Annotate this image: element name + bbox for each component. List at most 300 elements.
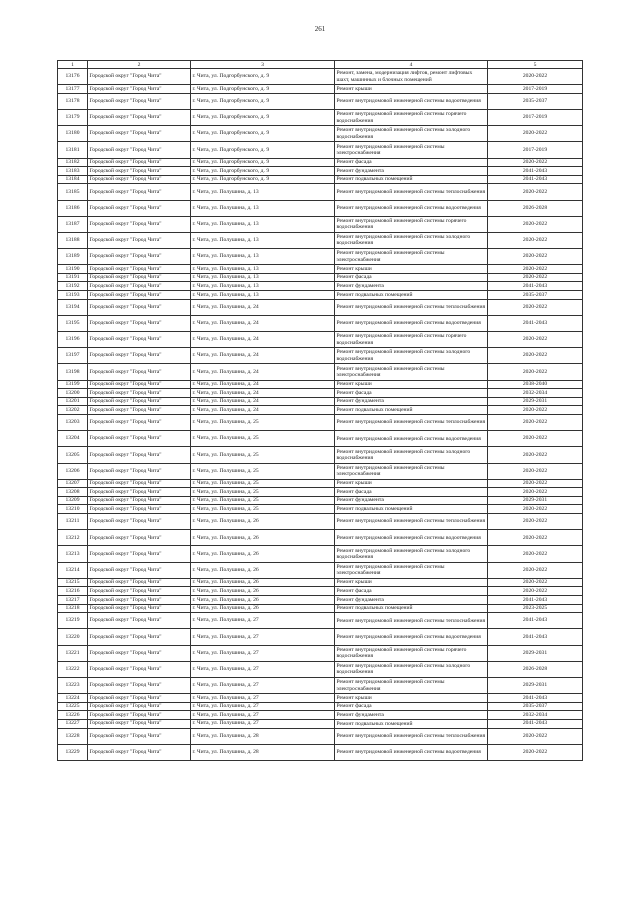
table-row	[58, 291, 583, 300]
table-row	[58, 719, 583, 728]
row-number-cell: 13184	[58, 175, 88, 184]
address-cell: г. Чита, ул. Полушина, д. 28	[191, 744, 335, 760]
row-number-cell: 13185	[58, 184, 88, 200]
municipality-cell: Городской округ "Город Чита"	[88, 613, 191, 629]
work-type-cell: Ремонт внутридомовой инженерной системы электроснабжения	[335, 463, 488, 479]
table-row	[58, 406, 583, 415]
row-number-cell: 13198	[58, 364, 88, 380]
period-cell: 2041-2043	[488, 167, 583, 176]
table-row	[58, 496, 583, 505]
work-type-cell: Ремонт внутридомовой инженерной системы холодного водоснабжения	[335, 447, 488, 463]
municipality-cell: Городской округ "Город Чита"	[88, 216, 191, 232]
municipality-cell: Городской округ "Город Чита"	[88, 530, 191, 546]
period-cell: 2017-2019	[488, 142, 583, 158]
row-number-cell: 13219	[58, 613, 88, 629]
period-cell: 2020-2022	[488, 578, 583, 587]
address-cell: г. Чита, ул. Полушина, д. 24	[191, 299, 335, 315]
column-header: 1	[58, 61, 88, 69]
period-cell: 2026-2028	[488, 200, 583, 216]
address-cell: г. Чита, ул. Подгорбунского, д. 9	[191, 93, 335, 109]
work-type-cell: Ремонт внутридомовой инженерной системы электроснабжения	[335, 677, 488, 693]
municipality-cell: Городской округ "Город Чита"	[88, 562, 191, 578]
period-cell: 2020-2022	[488, 348, 583, 364]
period-cell: 2020-2022	[488, 447, 583, 463]
table-row	[58, 265, 583, 274]
row-number-cell: 13192	[58, 282, 88, 291]
address-cell: г. Чита, ул. Подгорбунского, д. 9	[191, 69, 335, 85]
municipality-cell: Городской округ "Город Чита"	[88, 702, 191, 711]
work-type-cell: Ремонт фундамента	[335, 167, 488, 176]
work-type-cell: Ремонт фасада	[335, 587, 488, 596]
municipality-cell: Городской округ "Город Чита"	[88, 69, 191, 85]
municipality-cell: Городской округ "Город Чита"	[88, 744, 191, 760]
table-row	[58, 282, 583, 291]
row-number-cell: 13221	[58, 645, 88, 661]
period-cell: 2029-2031	[488, 397, 583, 406]
table-row	[58, 249, 583, 265]
table-row	[58, 232, 583, 248]
work-type-cell: Ремонт внутридомовой инженерной системы электроснабжения	[335, 364, 488, 380]
address-cell: г. Чита, ул. Полушина, д. 26	[191, 587, 335, 596]
row-number-cell: 13176	[58, 69, 88, 85]
address-cell: г. Чита, ул. Полушина, д. 24	[191, 406, 335, 415]
address-cell: г. Чита, ул. Полушина, д. 24	[191, 389, 335, 398]
work-type-cell: Ремонт подвальных помещений	[335, 719, 488, 728]
address-cell: г. Чита, ул. Полушина, д. 13	[191, 291, 335, 300]
address-cell: г. Чита, ул. Полушина, д. 27	[191, 677, 335, 693]
table-row	[58, 200, 583, 216]
address-cell: г. Чита, ул. Полушина, д. 26	[191, 546, 335, 562]
row-number-cell: 13203	[58, 414, 88, 430]
row-number-cell: 13199	[58, 380, 88, 389]
work-type-cell: Ремонт фундамента	[335, 282, 488, 291]
address-cell: г. Чита, ул. Полушина, д. 25	[191, 414, 335, 430]
municipality-cell: Городской округ "Город Чита"	[88, 175, 191, 184]
address-cell: г. Чита, ул. Подгорбунского, д. 9	[191, 167, 335, 176]
municipality-cell: Городской округ "Город Чита"	[88, 578, 191, 587]
row-number-cell: 13186	[58, 200, 88, 216]
work-type-cell: Ремонт внутридомовой инженерной системы теплоснабжения	[335, 728, 488, 744]
table-row	[58, 463, 583, 479]
row-number-cell: 13207	[58, 479, 88, 488]
work-type-cell: Ремонт фасада	[335, 273, 488, 282]
work-type-cell: Ремонт внутридомовой инженерной системы водоотведения	[335, 744, 488, 760]
row-number-cell: 13224	[58, 694, 88, 703]
table-row	[58, 546, 583, 562]
municipality-cell: Городской округ "Город Чита"	[88, 299, 191, 315]
row-number-cell: 13178	[58, 93, 88, 109]
municipality-cell: Городской округ "Город Чита"	[88, 142, 191, 158]
table-row	[58, 479, 583, 488]
period-cell: 2020-2022	[488, 249, 583, 265]
municipality-cell: Городской округ "Город Чита"	[88, 711, 191, 720]
address-cell: г. Чита, ул. Подгорбунского, д. 9	[191, 109, 335, 125]
table-row	[58, 578, 583, 587]
municipality-cell: Городской округ "Город Чита"	[88, 488, 191, 497]
work-type-cell: Ремонт фасада	[335, 488, 488, 497]
period-cell: 2020-2022	[488, 232, 583, 248]
address-cell: г. Чита, ул. Подгорбунского, д. 9	[191, 126, 335, 142]
address-cell: г. Чита, ул. Полушина, д. 27	[191, 694, 335, 703]
municipality-cell: Городской округ "Город Чита"	[88, 315, 191, 331]
address-cell: г. Чита, ул. Полушина, д. 13	[191, 184, 335, 200]
address-cell: г. Чита, ул. Полушина, д. 27	[191, 702, 335, 711]
table-row	[58, 397, 583, 406]
period-cell: 2020-2022	[488, 364, 583, 380]
period-cell: 2032-2034	[488, 711, 583, 720]
period-cell: 2029-2031	[488, 496, 583, 505]
row-number-cell: 13227	[58, 719, 88, 728]
period-cell: 2041-2043	[488, 282, 583, 291]
municipality-cell: Городской округ "Город Чита"	[88, 93, 191, 109]
period-cell: 2020-2022	[488, 463, 583, 479]
period-cell: 2041-2043	[488, 629, 583, 645]
work-type-cell: Ремонт фасада	[335, 158, 488, 167]
address-cell: г. Чита, ул. Полушина, д. 26	[191, 514, 335, 530]
address-cell: г. Чита, ул. Полушина, д. 25	[191, 447, 335, 463]
row-number-cell: 13189	[58, 249, 88, 265]
municipality-cell: Городской округ "Город Чита"	[88, 661, 191, 677]
municipality-cell: Городской округ "Город Чита"	[88, 677, 191, 693]
work-type-cell: Ремонт фундамента	[335, 496, 488, 505]
municipality-cell: Городской округ "Город Чита"	[88, 587, 191, 596]
row-number-cell: 13206	[58, 463, 88, 479]
municipality-cell: Городской округ "Город Чита"	[88, 364, 191, 380]
period-cell: 2020-2022	[488, 514, 583, 530]
row-number-cell: 13208	[58, 488, 88, 497]
municipality-cell: Городской округ "Город Чита"	[88, 719, 191, 728]
work-type-cell: Ремонт внутридомовой инженерной системы холодного водоснабжения	[335, 232, 488, 248]
address-cell: г. Чита, ул. Полушина, д. 27	[191, 613, 335, 629]
work-type-cell: Ремонт внутридомовой инженерной системы горячего водоснабжения	[335, 216, 488, 232]
row-number-cell: 13215	[58, 578, 88, 587]
period-cell: 2020-2022	[488, 265, 583, 274]
table-row	[58, 604, 583, 613]
period-cell: 2041-2043	[488, 613, 583, 629]
municipality-cell: Городской округ "Город Чита"	[88, 291, 191, 300]
address-cell: г. Чита, ул. Полушина, д. 13	[191, 200, 335, 216]
municipality-cell: Городской округ "Город Чита"	[88, 200, 191, 216]
address-cell: г. Чита, ул. Полушина, д. 25	[191, 505, 335, 514]
table-row	[58, 505, 583, 514]
municipality-cell: Городской округ "Город Чита"	[88, 332, 191, 348]
period-cell: 2026-2028	[488, 661, 583, 677]
row-number-cell: 13202	[58, 406, 88, 415]
address-cell: г. Чита, ул. Полушина, д. 26	[191, 596, 335, 605]
work-type-cell: Ремонт внутридомовой инженерной системы электроснабжения	[335, 562, 488, 578]
work-type-cell: Ремонт подвальных помещений	[335, 175, 488, 184]
municipality-cell: Городской округ "Город Чита"	[88, 479, 191, 488]
work-type-cell: Ремонт крыши	[335, 265, 488, 274]
table-row	[58, 85, 583, 94]
municipality-cell: Городской округ "Город Чита"	[88, 694, 191, 703]
table-row	[58, 175, 583, 184]
municipality-cell: Городской округ "Город Чита"	[88, 389, 191, 398]
municipality-cell: Городской округ "Город Чита"	[88, 514, 191, 530]
work-type-cell: Ремонт внутридомовой инженерной системы водоотведения	[335, 93, 488, 109]
address-cell: г. Чита, ул. Полушина, д. 13	[191, 265, 335, 274]
row-number-cell: 13181	[58, 142, 88, 158]
row-number-cell: 13177	[58, 85, 88, 94]
period-cell: 2020-2022	[488, 216, 583, 232]
period-cell: 2029-2031	[488, 677, 583, 693]
period-cell: 2023-2025	[488, 604, 583, 613]
row-number-cell: 13190	[58, 265, 88, 274]
municipality-cell: Городской округ "Город Чита"	[88, 463, 191, 479]
address-cell: г. Чита, ул. Полушина, д. 24	[191, 397, 335, 406]
row-number-cell: 13229	[58, 744, 88, 760]
row-number-cell: 13225	[58, 702, 88, 711]
municipality-cell: Городской округ "Город Чита"	[88, 232, 191, 248]
address-cell: г. Чита, ул. Полушина, д. 26	[191, 578, 335, 587]
work-type-cell: Ремонт внутридомовой инженерной системы теплоснабжения	[335, 514, 488, 530]
row-number-cell: 13204	[58, 431, 88, 447]
row-number-cell: 13212	[58, 530, 88, 546]
row-number-cell: 13217	[58, 596, 88, 605]
table-row	[58, 167, 583, 176]
table-row	[58, 184, 583, 200]
municipality-cell: Городской округ "Город Чита"	[88, 496, 191, 505]
address-cell: г. Чита, ул. Полушина, д. 27	[191, 719, 335, 728]
table-row	[58, 142, 583, 158]
table-row	[58, 380, 583, 389]
work-type-cell: Ремонт внутридомовой инженерной системы холодного водоснабжения	[335, 661, 488, 677]
table-row	[58, 488, 583, 497]
work-type-cell: Ремонт внутридомовой инженерной системы холодного водоснабжения	[335, 546, 488, 562]
period-cell: 2020-2022	[488, 505, 583, 514]
address-cell: г. Чита, ул. Полушина, д. 13	[191, 232, 335, 248]
address-cell: г. Чита, ул. Подгорбунского, д. 9	[191, 158, 335, 167]
period-cell: 2020-2022	[488, 562, 583, 578]
work-type-cell: Ремонт внутридомовой инженерной системы электроснабжения	[335, 142, 488, 158]
row-number-cell: 13228	[58, 728, 88, 744]
address-cell: г. Чита, ул. Подгорбунского, д. 9	[191, 175, 335, 184]
address-cell: г. Чита, ул. Полушина, д. 27	[191, 711, 335, 720]
address-cell: г. Чита, ул. Подгорбунского, д. 9	[191, 85, 335, 94]
table-row	[58, 514, 583, 530]
table-row	[58, 273, 583, 282]
work-type-cell: Ремонт крыши	[335, 380, 488, 389]
work-type-cell: Ремонт подвальных помещений	[335, 505, 488, 514]
period-cell: 2020-2022	[488, 414, 583, 430]
column-header: 2	[88, 61, 191, 69]
work-type-cell: Ремонт фундамента	[335, 397, 488, 406]
row-number-cell: 13226	[58, 711, 88, 720]
row-number-cell: 13188	[58, 232, 88, 248]
column-header: 3	[191, 61, 335, 69]
address-cell: г. Чита, ул. Полушина, д. 24	[191, 315, 335, 331]
work-type-cell: Ремонт подвальных помещений	[335, 291, 488, 300]
address-cell: г. Чита, ул. Полушина, д. 24	[191, 380, 335, 389]
table-row	[58, 109, 583, 125]
period-cell: 2041-2043	[488, 719, 583, 728]
municipality-cell: Городской округ "Город Чита"	[88, 546, 191, 562]
municipality-cell: Городской округ "Город Чита"	[88, 273, 191, 282]
work-type-cell: Ремонт внутридомовой инженерной системы холодного водоснабжения	[335, 348, 488, 364]
table-row	[58, 629, 583, 645]
work-type-cell: Ремонт фасада	[335, 389, 488, 398]
row-number-cell: 13220	[58, 629, 88, 645]
address-cell: г. Чита, ул. Полушина, д. 24	[191, 364, 335, 380]
period-cell: 2020-2022	[488, 488, 583, 497]
table-row	[58, 596, 583, 605]
work-type-cell: Ремонт внутридомовой инженерной системы водоотведения	[335, 431, 488, 447]
table-row	[58, 562, 583, 578]
table-row	[58, 69, 583, 85]
work-type-cell: Ремонт крыши	[335, 479, 488, 488]
address-cell: г. Чита, ул. Полушина, д. 26	[191, 562, 335, 578]
period-cell: 2020-2022	[488, 273, 583, 282]
municipality-cell: Городской округ "Город Чита"	[88, 397, 191, 406]
address-cell: г. Чита, ул. Полушина, д. 24	[191, 332, 335, 348]
work-type-cell: Ремонт подвальных помещений	[335, 604, 488, 613]
table-row	[58, 530, 583, 546]
municipality-cell: Городской округ "Город Чита"	[88, 348, 191, 364]
work-type-cell: Ремонт внутридомовой инженерной системы горячего водоснабжения	[335, 332, 488, 348]
column-header: 4	[335, 61, 488, 69]
address-cell: г. Чита, ул. Полушина, д. 13	[191, 273, 335, 282]
period-cell: 2020-2022	[488, 299, 583, 315]
table-row	[58, 744, 583, 760]
table-row	[58, 364, 583, 380]
municipality-cell: Городской округ "Город Чита"	[88, 505, 191, 514]
page-number: 261	[314, 25, 326, 33]
table-row	[58, 431, 583, 447]
address-cell: г. Чита, ул. Полушина, д. 26	[191, 530, 335, 546]
work-type-cell: Ремонт внутридомовой инженерной системы горячего водоснабжения	[335, 645, 488, 661]
period-cell: 2020-2022	[488, 728, 583, 744]
table-row	[58, 677, 583, 693]
municipality-cell: Городской округ "Город Чита"	[88, 380, 191, 389]
period-cell: 2020-2022	[488, 69, 583, 85]
address-cell: г. Чита, ул. Полушина, д. 28	[191, 728, 335, 744]
table-row	[58, 93, 583, 109]
table-row	[58, 315, 583, 331]
period-cell: 2020-2022	[488, 479, 583, 488]
period-cell: 2020-2022	[488, 406, 583, 415]
table-row	[58, 299, 583, 315]
address-cell: г. Чита, ул. Подгорбунского, д. 9	[191, 142, 335, 158]
period-cell: 2020-2022	[488, 530, 583, 546]
row-number-cell: 13183	[58, 167, 88, 176]
municipality-cell: Городской округ "Город Чита"	[88, 596, 191, 605]
table-row	[58, 158, 583, 167]
municipality-cell: Городской округ "Город Чита"	[88, 85, 191, 94]
period-cell: 2032-2034	[488, 389, 583, 398]
row-number-cell: 13180	[58, 126, 88, 142]
period-cell: 2038-2040	[488, 380, 583, 389]
period-cell: 2020-2022	[488, 184, 583, 200]
municipality-cell: Городской округ "Город Чита"	[88, 282, 191, 291]
work-type-cell: Ремонт внутридомовой инженерной системы водоотведения	[335, 530, 488, 546]
address-cell: г. Чита, ул. Полушина, д. 13	[191, 216, 335, 232]
row-number-cell: 13197	[58, 348, 88, 364]
work-type-cell: Ремонт внутридомовой инженерной системы теплоснабжения	[335, 299, 488, 315]
municipality-cell: Городской округ "Город Чита"	[88, 184, 191, 200]
period-cell: 2020-2022	[488, 126, 583, 142]
work-type-cell: Ремонт внутридомовой инженерной системы электроснабжения	[335, 249, 488, 265]
row-number-cell: 13201	[58, 397, 88, 406]
row-number-cell: 13209	[58, 496, 88, 505]
row-number-cell: 13205	[58, 447, 88, 463]
period-cell: 2041-2043	[488, 694, 583, 703]
period-cell: 2035-2037	[488, 702, 583, 711]
row-number-cell: 13194	[58, 299, 88, 315]
row-number-cell: 13213	[58, 546, 88, 562]
municipality-cell: Городской округ "Город Чита"	[88, 265, 191, 274]
table-row	[58, 661, 583, 677]
row-number-cell: 13195	[58, 315, 88, 331]
municipality-cell: Городской округ "Город Чита"	[88, 406, 191, 415]
period-cell: 2041-2043	[488, 175, 583, 184]
work-type-cell: Ремонт крыши	[335, 85, 488, 94]
municipality-cell: Городской округ "Город Чита"	[88, 158, 191, 167]
table-row	[58, 694, 583, 703]
address-cell: г. Чита, ул. Полушина, д. 25	[191, 496, 335, 505]
period-cell: 2035-2037	[488, 291, 583, 300]
row-number-cell: 13214	[58, 562, 88, 578]
table-row	[58, 728, 583, 744]
municipality-cell: Городской округ "Город Чита"	[88, 447, 191, 463]
address-cell: г. Чита, ул. Полушина, д. 25	[191, 479, 335, 488]
row-number-cell: 13196	[58, 332, 88, 348]
table-row	[58, 645, 583, 661]
address-cell: г. Чита, ул. Полушина, д. 13	[191, 282, 335, 291]
address-cell: г. Чита, ул. Полушина, д. 25	[191, 463, 335, 479]
address-cell: г. Чита, ул. Полушина, д. 25	[191, 431, 335, 447]
municipality-cell: Городской округ "Город Чита"	[88, 431, 191, 447]
municipality-cell: Городской округ "Город Чита"	[88, 167, 191, 176]
period-cell: 2017-2019	[488, 85, 583, 94]
municipality-cell: Городской округ "Город Чита"	[88, 249, 191, 265]
table-row	[58, 126, 583, 142]
work-type-cell: Ремонт фундамента	[335, 711, 488, 720]
table-row	[58, 414, 583, 430]
municipality-cell: Городской округ "Город Чита"	[88, 126, 191, 142]
row-number-cell: 13191	[58, 273, 88, 282]
row-number-cell: 13223	[58, 677, 88, 693]
period-cell: 2041-2043	[488, 596, 583, 605]
table-row	[58, 447, 583, 463]
row-number-cell: 13210	[58, 505, 88, 514]
municipality-cell: Городской округ "Город Чита"	[88, 629, 191, 645]
work-type-cell: Ремонт фундамента	[335, 596, 488, 605]
row-number-cell: 13222	[58, 661, 88, 677]
period-cell: 2017-2019	[488, 109, 583, 125]
period-cell: 2020-2022	[488, 587, 583, 596]
column-header: 5	[488, 61, 583, 69]
address-cell: г. Чита, ул. Полушина, д. 27	[191, 645, 335, 661]
work-type-cell: Ремонт внутридомовой инженерной системы водоотведения	[335, 315, 488, 331]
row-number-cell: 13216	[58, 587, 88, 596]
header-row	[58, 61, 583, 69]
address-cell: г. Чита, ул. Полушина, д. 26	[191, 604, 335, 613]
period-cell: 2035-2037	[488, 93, 583, 109]
row-number-cell: 13187	[58, 216, 88, 232]
table-row	[58, 389, 583, 398]
period-cell: 2020-2022	[488, 158, 583, 167]
work-type-cell: Ремонт фасада	[335, 702, 488, 711]
work-type-cell: Ремонт внутридомовой инженерной системы теплоснабжения	[335, 414, 488, 430]
row-number-cell: 13218	[58, 604, 88, 613]
work-type-cell: Ремонт внутридомовой инженерной системы холодного водоснабжения	[335, 126, 488, 142]
period-cell: 2020-2022	[488, 744, 583, 760]
repair-schedule-table	[57, 60, 583, 761]
work-type-cell: Ремонт крыши	[335, 578, 488, 587]
work-type-cell: Ремонт внутридомовой инженерной системы теплоснабжения	[335, 613, 488, 629]
work-type-cell: Ремонт внутридомовой инженерной системы теплоснабжения	[335, 184, 488, 200]
work-type-cell: Ремонт внутридомовой инженерной системы горячего водоснабжения	[335, 109, 488, 125]
